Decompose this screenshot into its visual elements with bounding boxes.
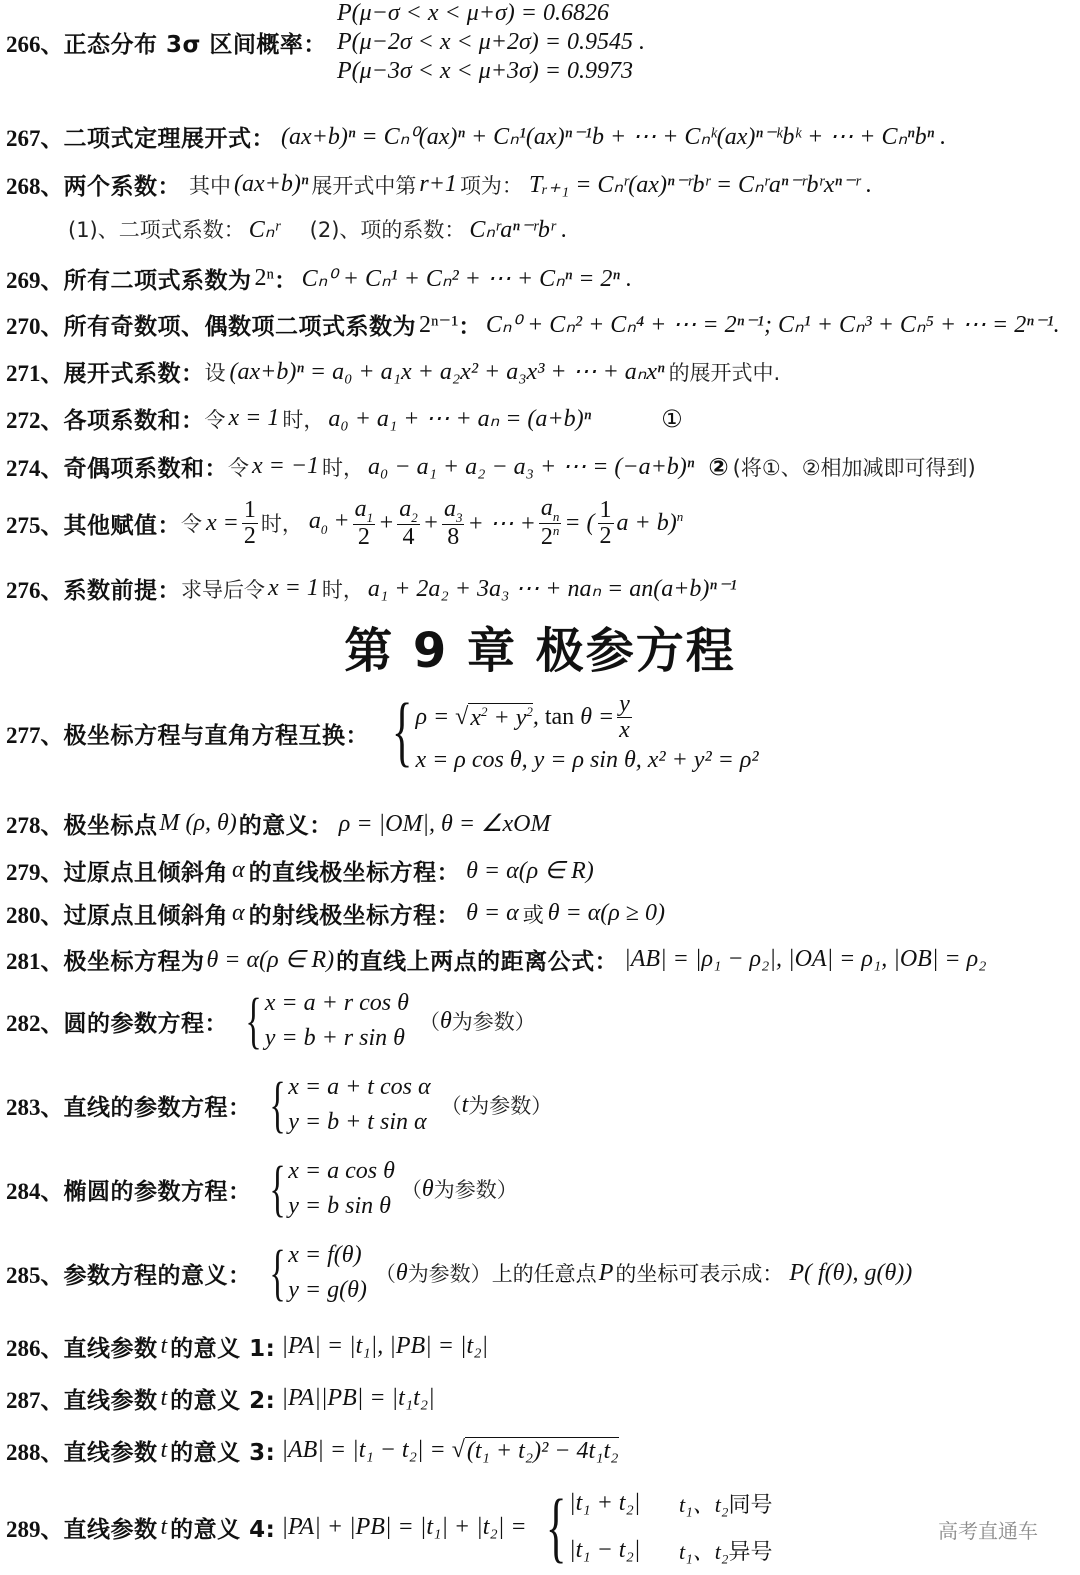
expr: x = −1 [252,453,320,479]
formula-tail: a + b)$^n$ [616,509,684,537]
formula: (ax+b)ⁿ = Cₙ⁰(ax)ⁿ + Cₙ¹(ax)ⁿ⁻¹b + ⋯ + Cₙᵏ(ax)ⁿ⁻ᵏbᵏ + ⋯ + Cₙⁿbⁿ . [281,124,947,150]
system-lines [288,1158,395,1220]
plus: + [378,509,395,536]
case-vars: t₁、t₂ [678,1539,729,1564]
system-line: x = ρ cos θ, y = ρ sin θ, x² + y² = ρ² [415,747,759,774]
item-label: 的意义 4: [170,1516,276,1543]
conversion-system [375,687,759,774]
colon: ： [274,268,298,294]
or-text: 或 [522,902,544,927]
expr: r+1 [419,171,457,197]
note-open: （ [440,1094,462,1118]
item-271 [6,355,780,388]
note-open: （ [374,1262,396,1286]
item-label: 奇偶项系数和： [63,456,228,482]
system-lines [415,692,758,774]
item-label: 二项式定理展开式： [63,126,275,152]
case-vars: t₁、t₂ [678,1492,729,1517]
case-row [569,1488,773,1519]
note: (将①、②相加减即可得到) [732,455,976,480]
tail-text: 的坐标可表示成： [615,1262,784,1286]
text: 时， [322,455,365,480]
left-brace-icon: { [545,1483,566,1570]
formula: |AB| = |t₁ − t₂| = [281,1437,452,1463]
text: 展开式中第 [311,173,417,198]
item-number: 274、 [6,456,64,481]
item-number: 281、 [6,949,64,974]
expr: θ = α(ρ ∈ R) [206,947,335,973]
left-brace-icon: { [391,687,413,774]
item-label: 过原点且倾斜角 [63,860,228,886]
note-open: （ [400,1178,422,1202]
system-line: y = b sin θ [288,1193,391,1219]
item-274 [6,450,976,483]
item-268 [6,168,872,201]
note-var: θ [395,1259,408,1286]
formula: Cₙ⁰ + Cₙ² + Cₙ⁴ + ⋯ = 2ⁿ⁻¹; Cₙ¹ + Cₙ³ + Cₙ⁵ + ⋯ = 2ⁿ⁻¹. [485,312,1060,338]
item-267 [6,120,946,153]
formula: Cₙʳaⁿ⁻ʳbʳ . [469,216,568,243]
formula: |AB| = |ρ₁ − ρ₂|, |OA| = ρ₁, |OB| = ρ₂ [624,946,987,972]
item-label: 参数方程的意义： [63,1262,252,1289]
item-number: 280、 [6,903,64,928]
item-288 [6,1434,619,1467]
item-label: 过原点且倾斜角 [63,903,228,929]
formula: θ = α(ρ ≥ 0) [547,900,665,926]
formula: |PA| + |PB| = |t₁| + |t₂| = [281,1513,527,1540]
note-text: 为参数） [468,1094,553,1118]
note-var: θ [439,1007,452,1034]
item-number: 270、 [6,314,64,339]
plus: + [422,509,439,536]
binomial-coef-label: (1)、二项式系数： [68,218,245,242]
item-label: 两个系数： [63,174,181,200]
note-var: θ [421,1175,434,1202]
item-label: 的意义 1: [170,1336,276,1362]
expr: α [232,900,245,926]
system-line: y = g(θ) [288,1277,367,1303]
system-lines [288,1242,367,1304]
item-number: 269、 [6,268,64,293]
case-expr: |t₁ − t₂| [568,1537,641,1563]
fraction: $\frac{a_1}{2}$ [354,495,374,550]
fraction-half: $\frac{1}{2}$ [599,496,612,549]
note-var: t [461,1091,469,1118]
case-cond: 同号 [728,1493,773,1518]
term-coef-label: (2)、项的系数： [309,218,466,242]
item-279 [6,854,594,887]
expr: M (ρ, θ) [159,810,237,836]
text: 的展开式中. [668,360,781,385]
text: 时， [260,512,303,537]
sqrt-content: (t₁ + t₂)² − 4t₁t₂ [466,1437,619,1464]
formula-term: $a_0$ + [308,508,350,538]
item-270 [6,308,1060,341]
formula: a₀ − a₁ + a₂ − a₃ + ⋯ = (−a+b)ⁿ [368,454,695,480]
formula: θ = α [466,900,519,926]
parametric-system [256,1071,431,1139]
parametric-system [256,1155,395,1223]
formula: |PA||PB| = |t₁t₂| [281,1385,435,1411]
item-number: 267、 [6,126,64,151]
item-278 [6,807,551,840]
fraction: $\frac{a_3}{8}$ [443,495,463,550]
item-number: 282、 [6,1010,64,1036]
item-label: 椭圆的参数方程： [63,1178,252,1205]
item-label: 直线参数 [63,1388,158,1414]
item-number: 268、 [6,174,64,199]
item-280 [6,897,665,930]
formula-line: P(μ−3σ < x < μ+3σ) = 0.9973 [336,58,633,84]
text: 项为： [459,173,523,198]
system-line: x = f(θ) [288,1242,362,1268]
item-label: 展开式系数： [63,361,205,387]
item-number: 279、 [6,860,64,885]
item-label: 所有奇数项、偶数项二项式系数为 [63,314,416,340]
expr: 2ⁿ⁻¹ [419,312,459,338]
note-open: （ [418,1010,440,1034]
formula: Cₙʳ [248,216,280,243]
left-brace-icon: { [268,1155,286,1223]
text: 求导后令 [181,577,265,602]
item-276 [6,572,737,605]
formula: ρ = |OM|, θ = ∠xOM [338,811,551,837]
item-275 [6,496,683,551]
system-line: y = b + r sin θ [264,1025,405,1051]
left-brace-icon: { [245,987,262,1055]
item-281 [6,943,986,976]
text: 时， [282,407,325,432]
item-label: 的意义 3: [170,1440,276,1466]
formula: a₁ + 2a₂ + 3a₃ ⋯ + naₙ = an(a+b)ⁿ⁻¹ [367,576,737,602]
item-label: 所有二项式系数为 [63,268,252,294]
system-line: y = b + t sin α [288,1109,427,1135]
item-label: 的射线极坐标方程： [248,903,461,929]
item-266 [6,0,645,85]
item-number: 287、 [6,1388,64,1413]
probability-lines [337,0,645,85]
note-text: 为参数） [407,1262,492,1286]
piecewise-system [529,1483,773,1570]
note-text: 为参数） [433,1178,518,1202]
item-number: 271、 [6,361,64,386]
param-var: t [160,1513,168,1540]
case-cond: 异号 [728,1540,773,1565]
formula-line: P(μ−σ < x < μ+σ) = 0.6826 [336,0,609,26]
param-var: t [160,1385,168,1411]
formula: a₀ + a₁ + ⋯ + aₙ = (a+b)ⁿ [328,406,592,432]
text: 令 [181,512,202,537]
system-lines [569,1488,773,1566]
formula: (ax+b)ⁿ = a₀ + a₁x + a₂x² + a₃x³ + ⋯ + aₙxⁿ [229,359,665,385]
item-285 [6,1239,913,1307]
item-number: 289、 [6,1516,64,1542]
item-268-sub [68,214,567,244]
system-line: x = a + r cos θ [264,990,409,1016]
sqrt-symbol: √ [451,1437,465,1463]
item-label: 的意义 2: [170,1388,276,1414]
case-expr: |t₁ + t₂| [568,1490,641,1516]
item-label: 系数前提： [63,578,181,604]
item-label: 极坐标方程为 [63,949,205,975]
item-label: 直线的参数方程： [63,1094,252,1121]
item-number: 276、 [6,578,64,603]
chapter-title: 第 9 章 极参方程 [344,623,736,679]
item-272 [6,402,683,435]
parametric-system [232,987,409,1055]
circled-one-mark: ① [661,404,683,433]
tail-text: 上的任意点 [491,1262,597,1286]
text: 时， [321,577,364,602]
item-289 [6,1483,773,1570]
item-number: 278、 [6,813,64,838]
item-number: 285、 [6,1262,64,1288]
item-label: 极坐标点 [63,813,158,839]
formula: Tᵣ₊₁ = Cₙʳ(ax)ⁿ⁻ʳbʳ = Cₙʳaⁿ⁻ʳbʳxⁿ⁻ʳ . [528,172,873,198]
item-label: 各项系数和： [63,408,205,434]
left-brace-icon: { [268,1071,286,1139]
ellipsis: + ⋯ + [467,510,536,537]
item-label: 直线参数 [63,1336,158,1362]
system-line: ρ = √ $x^2 + y^2$ , tan θ = $\frac{y}{x}$ [415,691,630,744]
expr: α [232,857,245,883]
expr: x = [206,509,239,536]
expr: x = 1 [228,405,280,431]
text: 其中 [189,173,231,198]
item-286 [6,1330,488,1363]
system-lines [265,990,409,1052]
expr: (ax+b)ⁿ [234,171,309,197]
formula: |PA| = |t₁|, |PB| = |t₂| [281,1333,489,1359]
item-label: 其他赋值： [63,512,181,539]
parametric-system [256,1239,367,1307]
param-var: t [160,1437,168,1463]
text: 令 [204,407,226,432]
item-284 [6,1155,518,1223]
item-label: 的意义： [238,813,333,839]
item-number: 284、 [6,1178,64,1204]
system-line: x = a + t cos α [288,1074,431,1100]
item-number: 286、 [6,1336,64,1361]
expr: x = 1 [268,575,319,601]
system-lines [288,1074,430,1136]
watermark: 高考直通车 [938,1519,1038,1543]
circled-two-mark: ② [708,452,729,481]
item-number: 288、 [6,1440,64,1465]
formula: Cₙ⁰ + Cₙ¹ + Cₙ² + ⋯ + Cₙⁿ = 2ⁿ . [301,266,632,292]
fraction-half: $\frac{1}{2}$ [243,496,256,549]
item-287 [6,1382,435,1415]
item-number: 275、 [6,512,64,538]
colon: ： [458,314,482,340]
item-label: 圆的参数方程： [63,1010,228,1037]
item-number: 266、 [6,32,64,57]
fraction: $\frac{a_n}{2^n}$ [540,495,560,551]
item-label: 正态分布 3σ 区间概率： [63,32,327,58]
item-282 [6,987,536,1055]
item-number: 283、 [6,1094,64,1120]
tail-var: P [598,1259,614,1286]
fraction: $\frac{a_2}{4}$ [399,495,418,550]
text: 设 [204,360,226,385]
text: 令 [228,455,249,480]
item-277 [6,687,759,774]
left-brace-icon: { [268,1239,286,1307]
formula: θ = α(ρ ∈ R) [466,858,594,884]
item-number: 272、 [6,408,64,433]
item-label: 的直线极坐标方程： [248,860,461,886]
note-text: 为参数） [451,1010,536,1034]
formula: P( f(θ), g(θ)) [789,1259,913,1286]
expr: 2ⁿ [254,265,275,291]
item-269 [6,262,632,295]
item-label: 直线参数 [63,1440,158,1466]
system-line: x = a cos θ [288,1158,395,1184]
item-number: 277、 [6,722,64,748]
item-label: 的直线上两点的距离公式： [336,949,619,975]
formula-line: P(μ−2σ < x < μ+2σ) = 0.9545 . [336,29,645,55]
case-row [569,1535,773,1566]
param-var: t [160,1333,168,1359]
equals: = ( [564,509,595,536]
item-283 [6,1071,553,1139]
item-label: 直线参数 [63,1516,158,1543]
item-label: 极坐标方程与直角方程互换： [63,722,369,749]
